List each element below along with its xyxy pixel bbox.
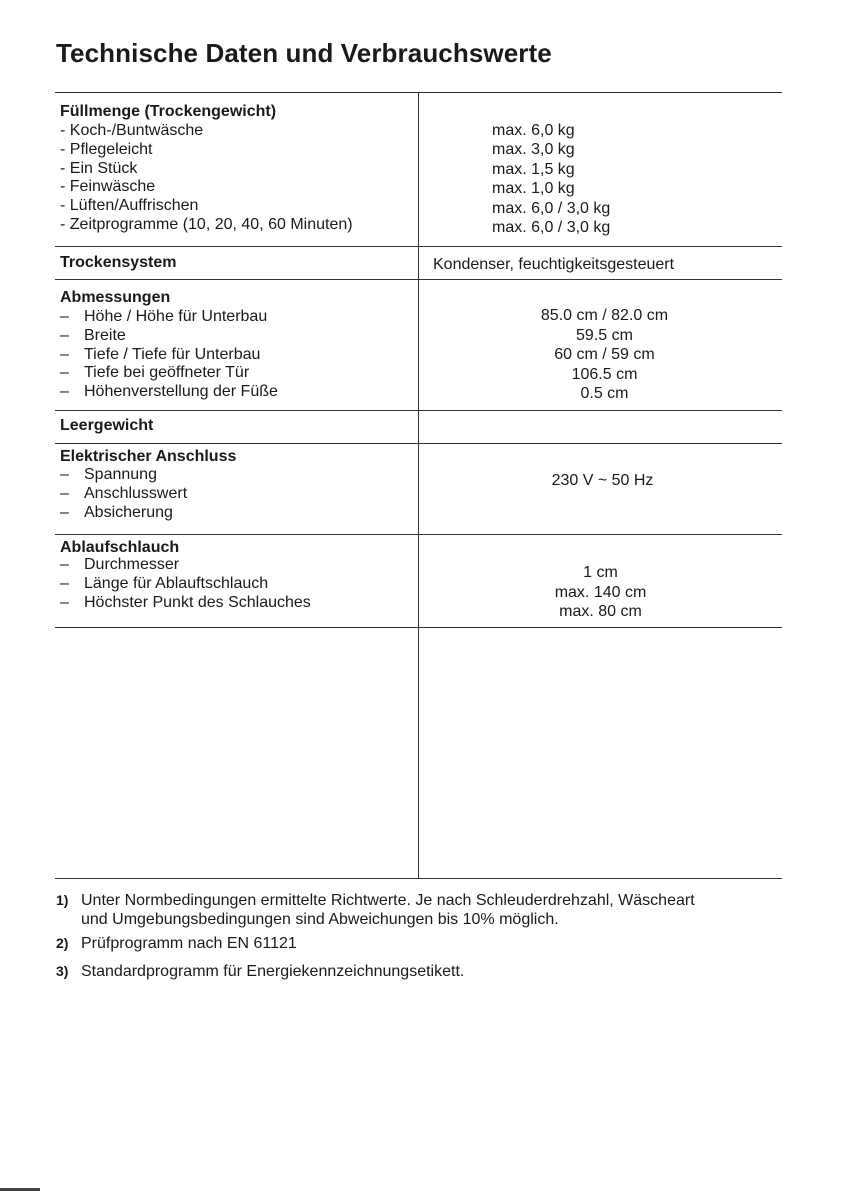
footnote-text: und Umgebungsbedingungen sind Abweichungen bis 10% möglich. (81, 911, 559, 928)
list-item: - Pflegeleicht (60, 140, 153, 158)
value-cell: 106.5 cm (571, 365, 638, 383)
list-item: – Breite (60, 326, 126, 344)
value-cell: max. 6,0 / 3,0 kg (492, 219, 611, 237)
value-cell: max. 6,0 / 3,0 kg (492, 199, 611, 217)
footnote-number: 3) (56, 963, 69, 979)
fuellmenge-values (492, 121, 610, 237)
section-heading-elektrisch: Elektrischer Anschluss (60, 448, 237, 465)
section-heading-ablaufschlauch: Ablaufschlauch (60, 539, 180, 556)
value-cell: 60 cm / 59 cm (554, 346, 655, 364)
list-item: - Koch-/Buntwäsche (60, 122, 204, 139)
value-cell: 0.5 cm (580, 385, 629, 403)
list-item: - Lüften/Auffrischen (60, 197, 199, 215)
section-heading-fuellmenge: Füllmenge (Trockengewicht) (60, 103, 277, 120)
list-item: – Tiefe bei geöffneter Tür (60, 364, 250, 382)
list-item: – Durchmesser (60, 556, 180, 573)
footnote-3 (56, 962, 464, 981)
value-cell: 59.5 cm (576, 326, 633, 344)
list-item: – Länge für Ablauftschlauch (60, 574, 269, 592)
footnote-number: 1) (56, 892, 69, 908)
footnote-text: Unter Normbedingungen ermittelte Richtwerte. Je nach Schleuderdrehzahl, Wäscheart (81, 892, 695, 909)
ablaufschlauch-values (423, 563, 778, 622)
fuellmenge-list (60, 122, 353, 235)
trockensystem-value: Kondenser, feuchtigkeitsgesteuert (433, 256, 675, 273)
value-cell: max. 6,0 kg (492, 122, 575, 139)
list-item: – Tiefe / Tiefe für Unterbau (60, 345, 261, 363)
ablaufschlauch-list (60, 556, 311, 612)
list-item: – Höhenverstellung der Füße (60, 383, 278, 401)
footnote-1 (56, 891, 695, 929)
list-item: – Anschlusswert (60, 484, 188, 502)
section-heading-abmessungen: Abmessungen (60, 289, 171, 306)
value-cell: max. 1,0 kg (492, 180, 575, 198)
list-item: - Zeitprogramme (10, 20, 40, 60 Minuten) (60, 215, 353, 233)
value-cell: 1 cm (583, 564, 618, 581)
footnote-text: Standardprogramm für Energiekennzeichnungsetikett. (81, 963, 465, 980)
list-item: – Absicherung (60, 503, 173, 521)
value-cell: max. 140 cm (554, 583, 647, 601)
footnote-text: Prüfprogramm nach EN 61121 (81, 935, 297, 952)
elektrisch-value (425, 471, 780, 491)
value-cell: max. 80 cm (559, 603, 642, 621)
value-cell: 85.0 cm / 82.0 cm (540, 307, 669, 324)
value-cell: max. 3,0 kg (492, 141, 575, 159)
elektrisch-list (60, 466, 187, 522)
value-cell: max. 1,5 kg (492, 160, 575, 178)
list-item: - Ein Stück (60, 159, 138, 177)
value-cell: 230 V ~ 50 Hz (551, 472, 654, 489)
abmessungen-values (427, 306, 782, 404)
section-heading-leergewicht: Leergewicht (60, 417, 154, 434)
list-item: – Höhe / Höhe für Unterbau (60, 308, 268, 325)
footnote-number: 2) (56, 935, 69, 951)
list-item: – Höchster Punkt des Schlauches (60, 593, 311, 611)
footnote-2 (56, 934, 297, 953)
column-divider (418, 92, 419, 879)
section-heading-trockensystem: Trockensystem (60, 254, 177, 271)
list-item: - Feinwäsche (60, 178, 156, 196)
abmessungen-list (60, 308, 278, 402)
page-title: Technische Daten und Verbrauchswerte (56, 38, 552, 68)
list-item: – Spannung (60, 466, 157, 483)
